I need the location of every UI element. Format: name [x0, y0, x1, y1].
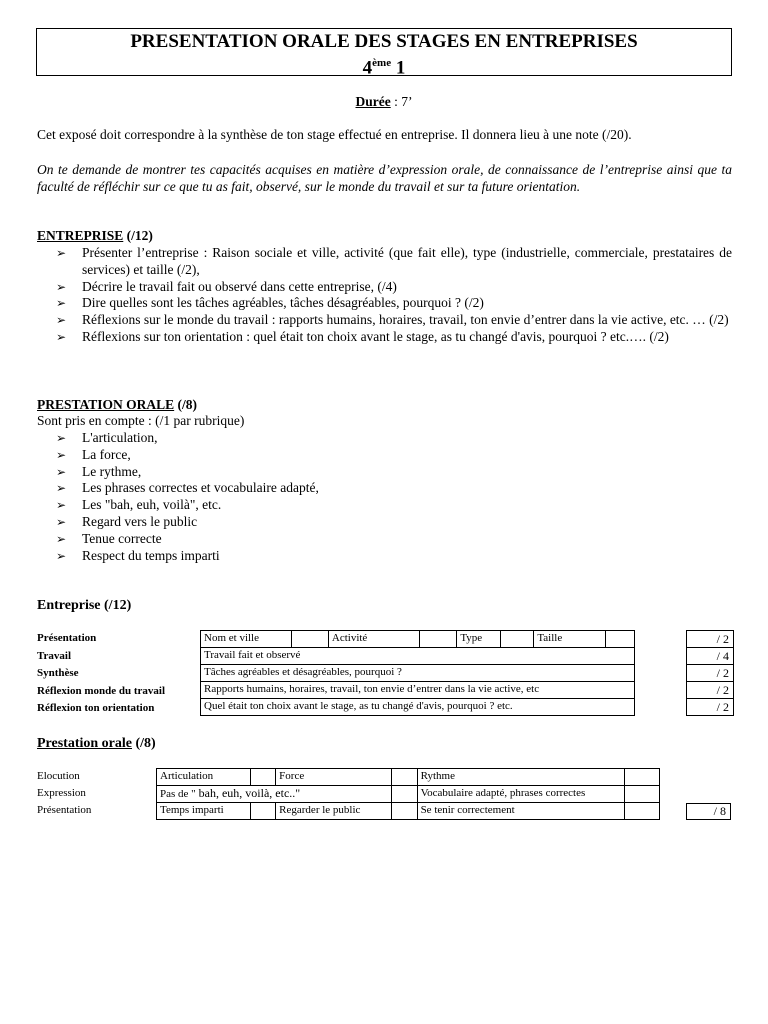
intro-paragraph-2: On te demande de montrer tes capacités acquises en matière d’expression orale, de connaissance de l’entreprise ainsi que ta faculté de réfléchir sur ce que tu as fait, observé, sur le monde du travail et sur ta future orientation.: [37, 162, 732, 194]
list-item-text: Tenue correcte: [82, 530, 162, 546]
list-item-text: Dire quelles sont les tâches agréables, tâches désagréables, pourquoi ? (/2): [82, 295, 484, 311]
page-title: PRESENTATION ORALE DES STAGES EN ENTREPRISES: [130, 31, 638, 52]
arrow-bullet-icon: ➢: [56, 329, 67, 344]
cell-type: Type: [457, 631, 500, 648]
score-cell[interactable]: / 2: [687, 631, 734, 648]
grille-label-orientation: Réflexion ton orientation: [37, 702, 155, 714]
cell-blank[interactable]: [392, 786, 417, 803]
list-item-text: Décrire le travail fait ou observé dans cette entreprise, (/4): [82, 278, 397, 294]
arrow-bullet-icon: ➢: [56, 296, 67, 311]
entreprise-heading: [37, 228, 153, 244]
score-cell[interactable]: / 2: [687, 682, 734, 699]
arrow-bullet-icon: ➢: [56, 531, 67, 546]
cell-travail: Travail fait et observé: [201, 648, 635, 665]
prestation-subline: Sont pris en compte : (/1 par rubrique): [37, 413, 245, 428]
cell-synthese: Tâches agréables et désagréables, pourquoi ?: [201, 665, 635, 682]
cell-orientation: Quel était ton choix avant le stage, as tu changé d'avis, pourquoi ? etc.: [201, 699, 635, 716]
duree-label: Durée: [355, 94, 391, 109]
grille-prestation-table: [156, 768, 660, 820]
title-box: [36, 28, 732, 79]
list-item: [56, 447, 732, 464]
list-item: [56, 464, 732, 481]
table-row: [201, 665, 635, 682]
table-row: [157, 803, 660, 820]
score-cell[interactable]: / 2: [687, 665, 734, 682]
table-row: [687, 648, 734, 665]
arrow-bullet-icon: ➢: [56, 464, 67, 479]
cell-vocabulaire: Vocabulaire adapté, phrases correctes: [417, 786, 624, 803]
cell-force: Force: [276, 769, 392, 786]
arrow-bullet-icon: ➢: [56, 514, 67, 529]
cell-blank[interactable]: [500, 631, 534, 648]
score-cell-prestation[interactable]: / 8: [686, 803, 731, 820]
table-row: [687, 631, 734, 648]
cell-nom-ville: Nom et ville: [201, 631, 292, 648]
intro-paragraph-1: Cet exposé doit correspondre à la synthèse de ton stage effectué en entreprise. Il donnera lieu à une note (/20).: [37, 127, 632, 142]
arrow-bullet-icon: ➢: [56, 279, 67, 294]
list-item: [56, 531, 732, 548]
grille-label-expression: Expression: [37, 787, 86, 799]
bah-text: bah, euh, voilà, etc..": [195, 786, 301, 800]
arrow-bullet-icon: ➢: [56, 481, 67, 496]
arrow-bullet-icon: ➢: [56, 246, 67, 260]
table-row: [687, 665, 734, 682]
entreprise-heading-points: (/12): [123, 228, 153, 243]
cell-pas-de-bah: [157, 786, 392, 803]
table-row: [201, 648, 635, 665]
list-item: [56, 548, 732, 565]
list-item-text: Les "bah, euh, voilà", etc.: [82, 497, 222, 513]
table-row: [201, 699, 635, 716]
cell-blank[interactable]: [624, 769, 659, 786]
grille-label-presentation: Présentation: [37, 632, 97, 644]
list-item-text: L'articulation,: [82, 430, 158, 445]
cell-blank[interactable]: [606, 631, 635, 648]
prestation-heading: [37, 397, 197, 413]
list-item: [56, 312, 732, 329]
list-item-text: Le rythme,: [82, 463, 142, 479]
arrow-bullet-icon: ➢: [56, 313, 67, 328]
table-row: [687, 699, 734, 716]
cell-blank[interactable]: [420, 631, 457, 648]
list-item-text: Les phrases correctes et vocabulaire adapté,: [82, 480, 319, 496]
prestation-list: [56, 430, 732, 564]
list-item: [56, 480, 732, 497]
class-number: 4: [362, 57, 373, 79]
list-item-text: Respect du temps imparti: [82, 547, 220, 563]
cell-blank[interactable]: [392, 769, 417, 786]
list-item: [56, 497, 732, 514]
class-sup: ème: [372, 57, 392, 69]
class-label: [37, 53, 731, 78]
arrow-bullet-icon: ➢: [56, 498, 67, 513]
score-cell[interactable]: / 4: [687, 648, 734, 665]
list-item-text: Réflexions sur ton orientation : quel était ton choix avant le stage, as tu changé d'avis, pourquoi ? etc.…. (/2): [82, 328, 669, 344]
table-row: [687, 682, 734, 699]
arrow-bullet-icon: ➢: [56, 431, 67, 445]
grille-label-elocution: Elocution: [37, 770, 80, 782]
prestation-heading-text: PRESTATION ORALE: [37, 397, 175, 412]
grille-entreprise-heading: Entreprise (/12): [37, 598, 132, 613]
table-row: [157, 786, 660, 803]
cell-blank[interactable]: [291, 631, 328, 648]
entreprise-heading-text: ENTREPRISE: [37, 228, 124, 243]
grille-label-synthese: Synthèse: [37, 667, 79, 679]
list-item: [56, 295, 732, 312]
list-item-text: Présenter l’entreprise : Raison sociale et ville, activité (que fait elle), type (industrielle, commerciale, prestataires de services) et taille (/2),: [82, 245, 732, 277]
class-suffix: 1: [391, 57, 406, 79]
cell-activite: Activité: [328, 631, 419, 648]
list-item: [56, 514, 732, 531]
grille-label-monde-travail: Réflexion monde du travail: [37, 685, 166, 697]
grille-prestation-heading-points: (/8): [132, 736, 156, 751]
grille-entreprise-table: [200, 630, 635, 716]
cell-temps-imparti: Temps imparti: [157, 803, 251, 820]
cell-blank[interactable]: [250, 769, 275, 786]
cell-articulation: Articulation: [157, 769, 251, 786]
table-row: [201, 682, 635, 699]
grille-prestation-heading: [37, 736, 156, 752]
list-item: [56, 329, 732, 346]
table-row: [201, 631, 635, 648]
entreprise-list: [56, 245, 732, 346]
duree-value: : 7’: [390, 94, 413, 109]
list-item-text: Réflexions sur le monde du travail : rapports humains, horaires, travail, ton envie d’entrer dans la vie active, etc. … (/2): [82, 312, 729, 328]
cell-rythme: Rythme: [417, 769, 624, 786]
grille-label-presentation2: Présentation: [37, 804, 92, 816]
cell-blank[interactable]: [250, 803, 275, 820]
cell-blank[interactable]: [624, 786, 659, 803]
arrow-bullet-icon: ➢: [56, 548, 67, 563]
arrow-bullet-icon: ➢: [56, 447, 67, 462]
cell-regarder-public: Regarder le public: [276, 803, 392, 820]
prestation-heading-points: (/8): [174, 397, 198, 412]
pas-de-text: Pas de ": [160, 788, 196, 800]
list-item: [56, 430, 732, 447]
table-row: [157, 769, 660, 786]
list-item-text: Regard vers le public: [82, 513, 198, 529]
cell-monde-travail: Rapports humains, horaires, travail, ton envie d’entrer dans la vie active, etc: [201, 682, 635, 699]
grille-entreprise-scores: [686, 630, 734, 716]
duree-line: [0, 94, 768, 110]
list-item: [56, 245, 732, 279]
list-item-text: La force,: [82, 446, 131, 462]
cell-se-tenir: Se tenir correctement: [417, 803, 624, 820]
score-cell[interactable]: / 2: [687, 699, 734, 716]
grille-label-travail: Travail: [37, 650, 72, 662]
cell-taille: Taille: [534, 631, 606, 648]
cell-blank[interactable]: [624, 803, 659, 820]
grille-prestation-heading-text: Prestation orale: [37, 736, 132, 751]
list-item: [56, 279, 732, 296]
cell-blank[interactable]: [392, 803, 417, 820]
